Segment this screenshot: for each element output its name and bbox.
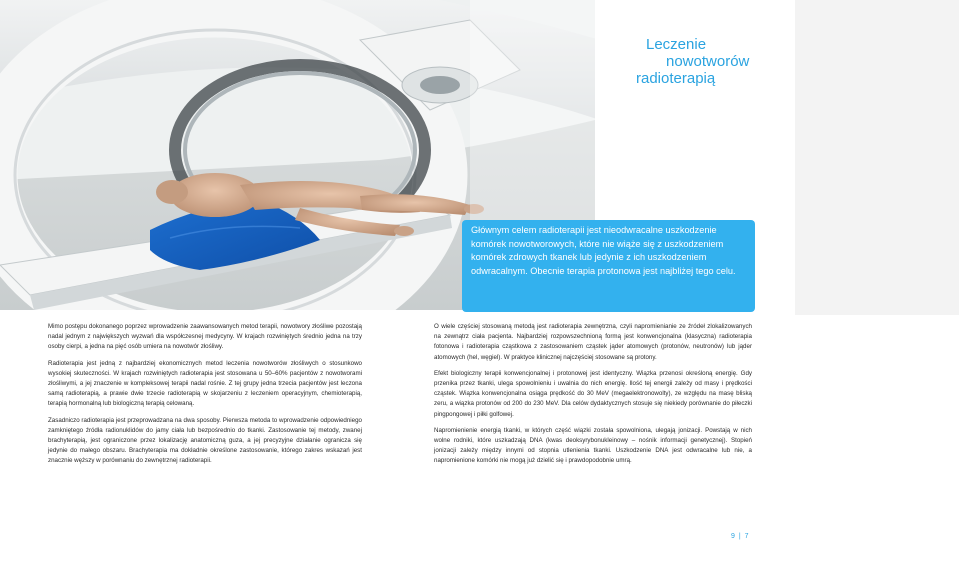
page-number: 9 | 7 (731, 533, 750, 540)
paragraph: Napromienienie energią tkanki, w których część wiązki została spowolniona, ulegają jonizacji. Powstają w nich wolne rodniki, które uszkadzają DNA (kwas deoksyrybonukleinowy – nośnik informacji genetycznej). Stopień jonizacji zależy między innymi od stopnia utlenienia tkanki. Uszkodzenie DNA jest odwracalne lub nie, a napromienione komórki nie mogą już dzielić się i prawdopodobnie umrą. (434, 426, 752, 465)
callout-text: Głównym celem radioterapii jest nieodwracalne uszkodzenie komórek nowotworowych, które nie wiąże się z uszkodzeniem komórek zdrowych tkanek lub jedynie z ich uszkodzeniem odwracalnym. Obecnie terapia protonowa jest najbliżej tego celu. (471, 225, 736, 276)
paragraph: O wiele częściej stosowaną metodą jest radioterapia zewnętrzna, czyli napromienianie ze źródeł zlokalizowanych na zewnątrz ciała pacjenta. Najbardziej rozpowszechnioną formą jest konwencjonalna (klasyczna) radioterapia fotonowa i radioterapia cząstkowa z zastosowaniem cząstek jąder atomowych (protonów, neutronów) lub jąder atomowych (hel, węgiel). W praktyce klinicznej najczęściej stosowane są protony. (434, 323, 752, 361)
paragraph: Radioterapia jest jedną z najbardziej ekonomicznych metod leczenia nowotworów złośliwych o stosunkowo wysokiej skuteczności. W krajach rozwiniętych radioterapia jest stosowana u 50–60% pacjentów z nowotworami złośliwymi, a jej znaczenie w kompleksowej terapii nadal rośnie. Z tej grupy jedna trzecia pacjentów jest leczona samą radioterapią, a prawie dwie trzecie radioterapią w skojarzeniu z leczeniem operacyjnym, chemioterapią, terapią hormonalną lub biologiczną terapią celowaną. (48, 359, 362, 408)
title-line-1: Leczenie (646, 36, 707, 53)
title-line-2: nowotworów (666, 53, 750, 70)
page-title (636, 36, 786, 87)
paragraph: Mimo postępu dokonanego poprzez wprowadzenie zaawansowanych metod terapii, nowotwory złośliwe pozostają nadal jednym z największych wyzwań dla współczesnej medycyny. W krajach rozwiniętych średnio jedna na trzy osoby cierpi, a jedna na pięć osób umiera na nowotwór złośliwy. (48, 323, 362, 351)
right-text-column (434, 322, 752, 473)
title-line-3: radioterapią (636, 70, 716, 87)
paragraph: Zasadniczo radioterapia jest przeprowadzana na dwa sposoby. Pierwsza metoda to wprowadzenie odpowiedniego zamkniętego źródła radionuklidów do jamy ciała lub bezpośrednio do tkanki. Zastosowanie tej metody, zwanej brachyterapią, jest ograniczone przez lokalizację anatomiczną guza, a jej precyzyjne działanie ogranicza się jedynie do małego obszaru. Brachyterapia ma dokładnie określone zastosowanie, którego zakres wskazań jest znacznie węższy w porównaniu do zewnętrznej radioterapii. (48, 416, 362, 465)
paragraph: Efekt biologiczny terapii konwencjonalnej i protonowej jest identyczny. Wiązka przenosi określoną energię. Gdy przenika przez tkanki, ulega spowolnieniu i uwalnia do nich energię. Ilość tej energii zależy od masy i prędkości cząstek. Wiązka konwencjonalna osiąga prędkość do 30 MeV (megaelektronowolty), ze względu na masę bliską zeru, a wiązka protonów od 200 do 230 MeV. Dla celów dydaktycznych stosuje się niekiedy porównanie do piłeczki pingpongowej i piłki golfowej. (434, 369, 752, 418)
highlight-callout (462, 220, 755, 312)
left-text-column (48, 322, 362, 473)
side-margin (795, 0, 959, 315)
